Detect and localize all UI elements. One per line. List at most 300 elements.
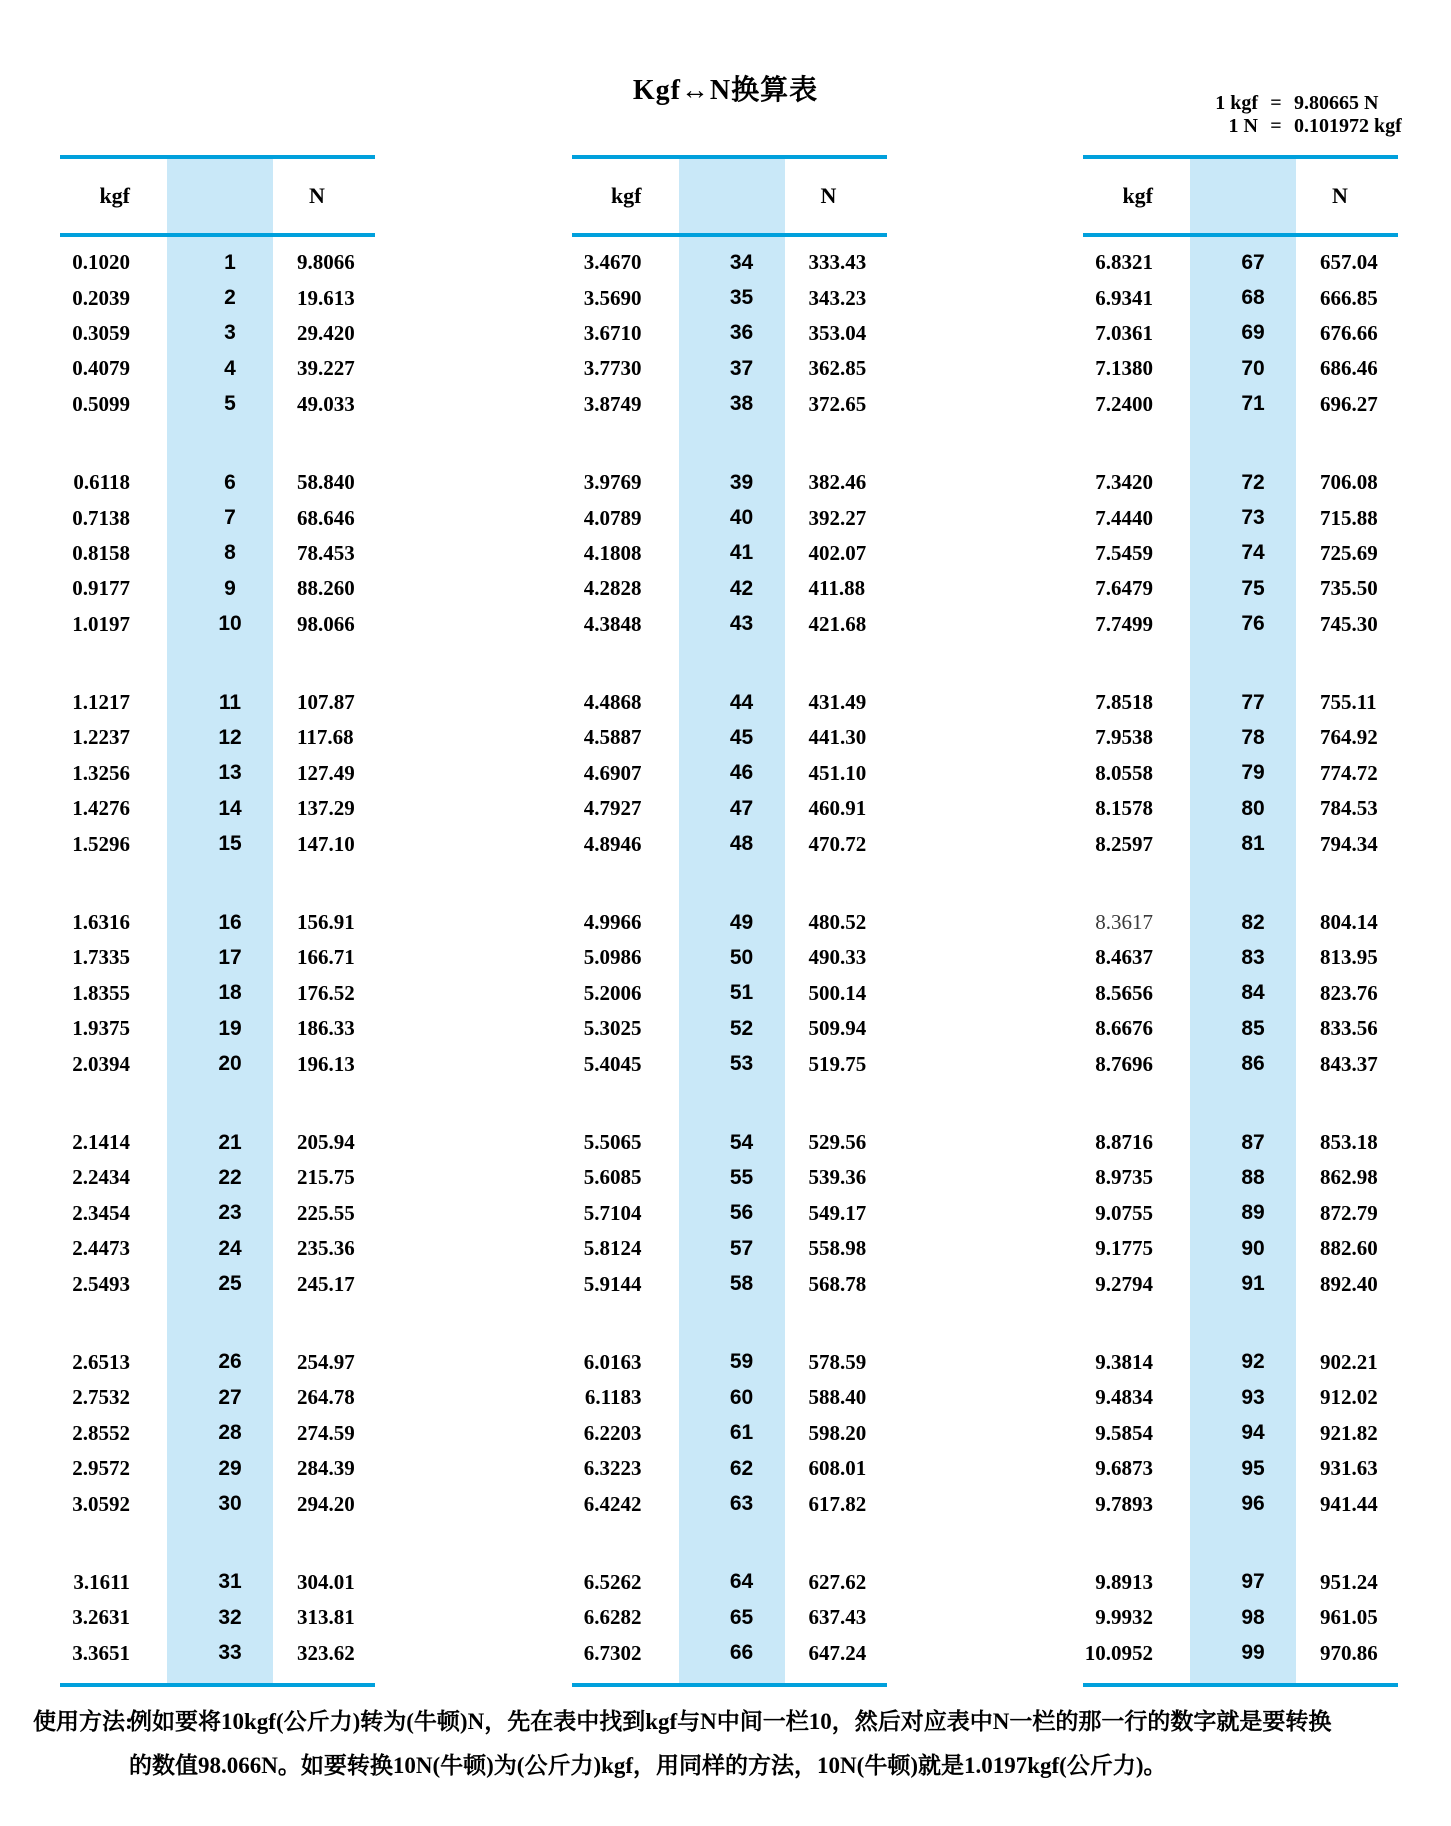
kgf-value: 6.7302	[583, 1640, 642, 1665]
kgf-value: 3.4670	[583, 250, 642, 275]
n-value: 882.60	[1320, 1236, 1378, 1261]
row-number: 71	[1241, 392, 1265, 416]
n-value: 78.453	[297, 540, 355, 565]
kgf-value: 8.3617	[1095, 910, 1153, 935]
row-number: 32	[218, 1605, 242, 1629]
table-row	[572, 1636, 887, 1671]
n-value: 666.85	[1320, 285, 1378, 310]
row-group-5	[572, 1125, 887, 1302]
kgf-value: 5.8124	[583, 1236, 642, 1261]
row-group-3	[60, 685, 375, 862]
table-row	[60, 536, 375, 571]
kgf-value: 2.8552	[72, 1420, 130, 1445]
kgf-value: 4.8946	[583, 831, 642, 856]
row-number: 95	[1241, 1456, 1265, 1480]
row-number: 11	[218, 690, 242, 714]
n-value: 323.62	[297, 1640, 355, 1665]
table-row	[1083, 685, 1398, 720]
kgf-value: 1.7335	[72, 945, 130, 970]
n-value: 647.24	[808, 1640, 867, 1665]
kgf-value: 4.7927	[583, 796, 642, 821]
kgf-value: 2.1414	[72, 1130, 130, 1154]
n-value: 372.65	[808, 391, 867, 416]
row-number: 29	[218, 1456, 242, 1480]
row-number: 63	[729, 1492, 754, 1516]
table-row	[1083, 756, 1398, 791]
n-value: 931.63	[1320, 1456, 1378, 1481]
row-group-6	[1083, 1345, 1398, 1522]
table-row	[572, 1600, 887, 1635]
n-value: 274.59	[297, 1420, 355, 1445]
row-number: 41	[729, 541, 754, 565]
n-value: 225.55	[297, 1200, 355, 1225]
row-number: 28	[218, 1421, 242, 1445]
row-number: 13	[218, 761, 242, 785]
kgf-value: 1.6316	[72, 910, 130, 935]
table-row	[1083, 536, 1398, 571]
kgf-value: 2.3454	[72, 1200, 130, 1225]
row-number: 4	[224, 356, 236, 380]
kgf-value: 9.3814	[1095, 1349, 1153, 1374]
kgf-value: 4.6907	[583, 760, 642, 785]
row-number: 90	[1241, 1236, 1265, 1260]
table-row	[572, 976, 887, 1011]
n-value: 862.98	[1320, 1165, 1378, 1190]
table-row	[60, 1160, 375, 1195]
kgf-value: 0.9177	[72, 576, 130, 601]
kgf-value: 1.4276	[72, 796, 130, 821]
n-value: 637.43	[808, 1605, 867, 1630]
n-value: 451.10	[808, 760, 867, 785]
n-value: 343.23	[808, 285, 867, 310]
row-group-7	[1083, 1565, 1398, 1671]
row-number: 88	[1241, 1165, 1265, 1189]
table-row	[1083, 500, 1398, 535]
kgf-value: 0.8158	[72, 540, 130, 565]
n-value: 764.92	[1320, 725, 1378, 750]
n-value: 49.033	[297, 391, 355, 416]
kgf-value: 7.2400	[1095, 391, 1153, 416]
table-row	[1083, 607, 1398, 642]
table-row	[60, 316, 375, 351]
n-value: 186.33	[297, 1016, 355, 1041]
row-group-3	[1083, 685, 1398, 862]
row-number: 58	[729, 1272, 754, 1296]
row-number: 16	[218, 910, 242, 934]
row-group-4	[1083, 905, 1398, 1082]
table-row	[1083, 940, 1398, 975]
n-value: 784.53	[1320, 796, 1378, 821]
table-row	[60, 826, 375, 861]
n-column-header: N	[1332, 183, 1348, 208]
n-value: 676.66	[1320, 320, 1378, 345]
row-number: 93	[1241, 1385, 1265, 1409]
row-group-2	[1083, 465, 1398, 642]
n-value: 843.37	[1320, 1051, 1378, 1076]
table-row	[60, 280, 375, 315]
kgf-value: 3.6710	[583, 320, 642, 345]
row-group-1	[60, 245, 375, 422]
n-value: 9.8066	[297, 250, 355, 275]
n-value: 755.11	[1320, 690, 1377, 715]
n-value: 892.40	[1320, 1271, 1378, 1296]
table-row	[1083, 1345, 1398, 1380]
kgf-value: 3.9769	[583, 470, 642, 495]
kgf-value: 8.0558	[1095, 760, 1153, 785]
n-value: 29.420	[297, 320, 355, 345]
n-value: 19.613	[297, 285, 355, 310]
row-number: 21	[218, 1130, 242, 1154]
n-value: 617.82	[808, 1491, 867, 1516]
n-value: 588.40	[808, 1385, 867, 1410]
n-value: 725.69	[1320, 540, 1378, 565]
row-number: 39	[729, 470, 754, 494]
table-row	[1083, 1196, 1398, 1231]
row-number: 45	[729, 725, 754, 749]
table-row	[1083, 1231, 1398, 1266]
row-group-6	[572, 1345, 887, 1522]
table-row	[572, 607, 887, 642]
table-row	[1083, 1565, 1398, 1600]
table-row	[60, 685, 375, 720]
kgf-value: 7.6479	[1095, 576, 1153, 601]
table-row	[60, 1046, 375, 1081]
kgf-value: 2.4473	[72, 1236, 130, 1261]
row-number: 25	[218, 1272, 242, 1296]
n-value: 411.88	[808, 576, 866, 601]
n-value: 509.94	[808, 1016, 867, 1041]
row-number: 66	[729, 1641, 754, 1665]
row-number: 64	[729, 1570, 754, 1594]
kgf-value: 1.1217	[72, 690, 130, 715]
row-number: 20	[218, 1052, 242, 1076]
table-row	[1083, 976, 1398, 1011]
row-number: 53	[729, 1052, 754, 1076]
row-number: 14	[218, 796, 242, 820]
row-number: 10	[218, 612, 242, 636]
table-row	[572, 685, 887, 720]
table-row	[60, 1600, 375, 1635]
table-row	[572, 826, 887, 861]
row-number: 44	[729, 690, 754, 714]
table-row	[60, 1196, 375, 1231]
n-value: 421.68	[808, 611, 867, 636]
n-value: 254.97	[297, 1349, 355, 1374]
table-row	[572, 500, 887, 535]
row-number: 15	[218, 832, 242, 856]
row-number: 91	[1241, 1272, 1265, 1296]
kgf-value: 6.0163	[583, 1349, 642, 1374]
row-number: 2	[224, 286, 236, 310]
usage-label: 使用方法:	[33, 1709, 133, 1734]
kgf-value: 8.5656	[1095, 980, 1153, 1005]
n-column-header: N	[309, 183, 325, 208]
n-value: 431.49	[808, 690, 867, 715]
row-number: 36	[729, 321, 754, 345]
table-row	[572, 1046, 887, 1081]
row-group-5	[1083, 1125, 1398, 1302]
table-row	[572, 1486, 887, 1521]
equals-sign: =	[1270, 115, 1282, 137]
row-number: 99	[1241, 1641, 1265, 1665]
table-row	[572, 1416, 887, 1451]
table-row	[1083, 571, 1398, 606]
row-group-2	[572, 465, 887, 642]
n-value: 961.05	[1320, 1605, 1378, 1630]
table-header	[572, 155, 887, 237]
row-number: 54	[729, 1130, 754, 1154]
n-value: 951.24	[1320, 1569, 1378, 1594]
table-row	[572, 905, 887, 940]
row-number: 68	[1241, 286, 1265, 310]
row-group-5	[60, 1125, 375, 1302]
n-value: 304.01	[297, 1569, 355, 1594]
kgf-value: 6.6282	[583, 1605, 642, 1630]
kgf-value: 9.1775	[1095, 1236, 1153, 1261]
row-number: 61	[729, 1421, 754, 1445]
table-row	[1083, 1486, 1398, 1521]
row-number: 52	[729, 1016, 754, 1040]
kgf-value: 5.2006	[583, 980, 642, 1005]
row-number: 47	[729, 796, 754, 820]
kgf-value: 9.0755	[1095, 1200, 1153, 1225]
n-value: 58.840	[297, 470, 355, 495]
kgf-value: 9.4834	[1095, 1385, 1153, 1410]
kgf-value: 2.7532	[72, 1385, 130, 1410]
n-value: 706.08	[1320, 470, 1378, 495]
row-number: 60	[729, 1385, 754, 1409]
table-row	[1083, 245, 1398, 280]
table-row	[572, 387, 887, 422]
row-group-4	[60, 905, 375, 1082]
kgf-column-header: kgf	[1122, 183, 1153, 208]
kgf-value: 5.9144	[583, 1271, 642, 1296]
table-row	[572, 1160, 887, 1195]
kgf-value: 9.8913	[1095, 1569, 1153, 1594]
conversion-line-2	[1202, 115, 1402, 138]
n-value: 872.79	[1320, 1200, 1378, 1225]
table-row	[572, 536, 887, 571]
row-group-4	[572, 905, 887, 1082]
n-value: 970.86	[1320, 1640, 1378, 1665]
kgf-value: 8.8716	[1095, 1130, 1153, 1154]
kgf-value: 9.5854	[1095, 1420, 1153, 1445]
n-value: 235.36	[297, 1236, 355, 1261]
kgf-value: 1.2237	[72, 725, 130, 750]
n-value: 794.34	[1320, 831, 1378, 856]
kgf-value: 10.0952	[1084, 1640, 1153, 1665]
table-row	[60, 756, 375, 791]
table-row	[60, 571, 375, 606]
n-value: 284.39	[297, 1456, 355, 1481]
kgf-value: 5.5065	[583, 1130, 642, 1154]
kgf-value: 2.2434	[72, 1165, 130, 1190]
kgf-value: 5.6085	[583, 1165, 642, 1190]
kgf-value: 3.5690	[583, 285, 642, 310]
row-number: 7	[224, 506, 236, 530]
table-row	[572, 791, 887, 826]
row-number: 22	[218, 1165, 242, 1189]
conversion-table-2	[572, 155, 887, 1687]
table-row	[1083, 316, 1398, 351]
n-value: 196.13	[297, 1051, 355, 1076]
row-number: 26	[218, 1350, 242, 1374]
row-number: 72	[1241, 470, 1265, 494]
n-value: 117.68	[297, 725, 354, 750]
kgf-value: 6.3223	[583, 1456, 642, 1481]
n-value: 39.227	[297, 356, 355, 381]
n-value: 941.44	[1320, 1491, 1378, 1516]
conversion-table-3	[1083, 155, 1398, 1687]
kgf-value: 8.7696	[1095, 1051, 1153, 1076]
table-row	[1083, 1380, 1398, 1415]
row-number: 69	[1241, 321, 1265, 345]
row-group-7	[60, 1565, 375, 1671]
conversion-1-rhs: 9.80665 N	[1294, 92, 1379, 114]
table-row	[1083, 1011, 1398, 1046]
conversion-table-1	[60, 155, 375, 1687]
row-number: 86	[1241, 1052, 1265, 1076]
kgf-value: 4.4868	[583, 690, 642, 715]
conversion-2-rhs: 0.101972 kgf	[1294, 115, 1402, 137]
kgf-value: 6.8321	[1095, 250, 1153, 275]
kgf-value: 0.3059	[72, 320, 130, 345]
row-number: 19	[218, 1016, 242, 1040]
table-header	[1083, 155, 1398, 237]
n-value: 156.91	[297, 910, 355, 935]
table-row	[60, 607, 375, 642]
row-number: 40	[729, 506, 754, 530]
table-rows	[60, 237, 375, 1687]
table-row	[60, 1125, 375, 1160]
n-value: 127.49	[297, 760, 355, 785]
table-row	[60, 1231, 375, 1266]
row-number: 62	[729, 1456, 754, 1480]
n-value: 166.71	[297, 945, 355, 970]
kgf-value: 3.8749	[583, 391, 642, 416]
kgf-value: 4.2828	[583, 576, 642, 601]
row-number: 65	[729, 1605, 754, 1629]
kgf-value: 2.5493	[72, 1271, 130, 1296]
n-value: 823.76	[1320, 980, 1378, 1005]
kgf-value: 0.4079	[72, 356, 130, 381]
n-value: 137.29	[297, 796, 355, 821]
row-number: 9	[224, 576, 236, 600]
n-value: 686.46	[1320, 356, 1378, 381]
row-number: 87	[1241, 1130, 1265, 1154]
row-number: 38	[729, 392, 754, 416]
row-number: 74	[1241, 541, 1265, 565]
kgf-value: 8.2597	[1095, 831, 1153, 856]
table-row	[60, 905, 375, 940]
table-row	[60, 976, 375, 1011]
kgf-value: 0.7138	[72, 505, 130, 530]
row-number: 76	[1241, 612, 1265, 636]
table-row	[60, 1486, 375, 1521]
kgf-value: 7.8518	[1095, 690, 1153, 715]
kgf-value: 6.4242	[583, 1491, 642, 1516]
kgf-value: 4.3848	[583, 611, 642, 636]
kgf-value: 2.9572	[72, 1456, 130, 1481]
table-row	[1083, 1451, 1398, 1486]
kgf-value: 7.1380	[1095, 356, 1153, 381]
kgf-value: 8.1578	[1095, 796, 1153, 821]
table-row	[60, 351, 375, 386]
row-number: 42	[729, 576, 754, 600]
row-number: 78	[1241, 725, 1265, 749]
row-number: 18	[218, 981, 242, 1005]
kgf-value: 8.9735	[1095, 1165, 1153, 1190]
kgf-value: 7.7499	[1095, 611, 1153, 636]
row-number: 67	[1241, 250, 1265, 274]
table-row	[572, 465, 887, 500]
n-value: 480.52	[808, 910, 867, 935]
kgf-value: 5.0986	[583, 945, 642, 970]
table-row	[60, 720, 375, 755]
table-row	[572, 280, 887, 315]
table-row	[60, 1451, 375, 1486]
table-row	[572, 1011, 887, 1046]
row-group-7	[572, 1565, 887, 1671]
kgf-value: 7.3420	[1095, 470, 1153, 495]
n-value: 402.07	[808, 540, 867, 565]
n-value: 558.98	[808, 1236, 867, 1261]
n-value: 176.52	[297, 980, 355, 1005]
table-row	[572, 1345, 887, 1380]
kgf-value: 4.1808	[583, 540, 642, 565]
n-value: 88.260	[297, 576, 355, 601]
n-value: 490.33	[808, 945, 867, 970]
row-number: 5	[224, 392, 236, 416]
row-number: 59	[729, 1350, 754, 1374]
row-number: 30	[218, 1492, 242, 1516]
kgf-value: 2.0394	[72, 1051, 130, 1076]
table-row	[1083, 1636, 1398, 1671]
table-row	[60, 387, 375, 422]
kgf-value: 1.5296	[72, 831, 130, 856]
kgf-value: 0.5099	[72, 391, 130, 416]
equals-sign: =	[1270, 92, 1282, 114]
row-number: 33	[218, 1641, 242, 1665]
kgf-value: 3.3651	[72, 1640, 130, 1665]
kgf-value: 8.6676	[1095, 1016, 1153, 1041]
n-value: 657.04	[1320, 250, 1378, 275]
n-value: 215.75	[297, 1165, 355, 1190]
row-number: 89	[1241, 1201, 1265, 1225]
n-value: 774.72	[1320, 760, 1378, 785]
row-number: 97	[1241, 1570, 1265, 1594]
kgf-value: 1.9375	[72, 1016, 130, 1041]
n-value: 853.18	[1320, 1130, 1378, 1154]
table-row	[1083, 351, 1398, 386]
row-number: 98	[1241, 1605, 1265, 1629]
row-number: 82	[1241, 910, 1265, 934]
table-row	[572, 1565, 887, 1600]
usage-text	[129, 1700, 1331, 1788]
row-number: 46	[729, 761, 754, 785]
n-value: 362.85	[808, 356, 867, 381]
row-number: 94	[1241, 1421, 1265, 1445]
row-number: 23	[218, 1201, 242, 1225]
table-row	[1083, 1125, 1398, 1160]
kgf-value: 3.1611	[73, 1569, 130, 1594]
row-number: 3	[224, 321, 236, 345]
conversion-line-1	[1202, 92, 1402, 115]
n-value: 470.72	[808, 831, 867, 856]
n-value: 205.94	[297, 1130, 355, 1154]
row-number: 56	[729, 1201, 754, 1225]
n-value: 735.50	[1320, 576, 1378, 601]
